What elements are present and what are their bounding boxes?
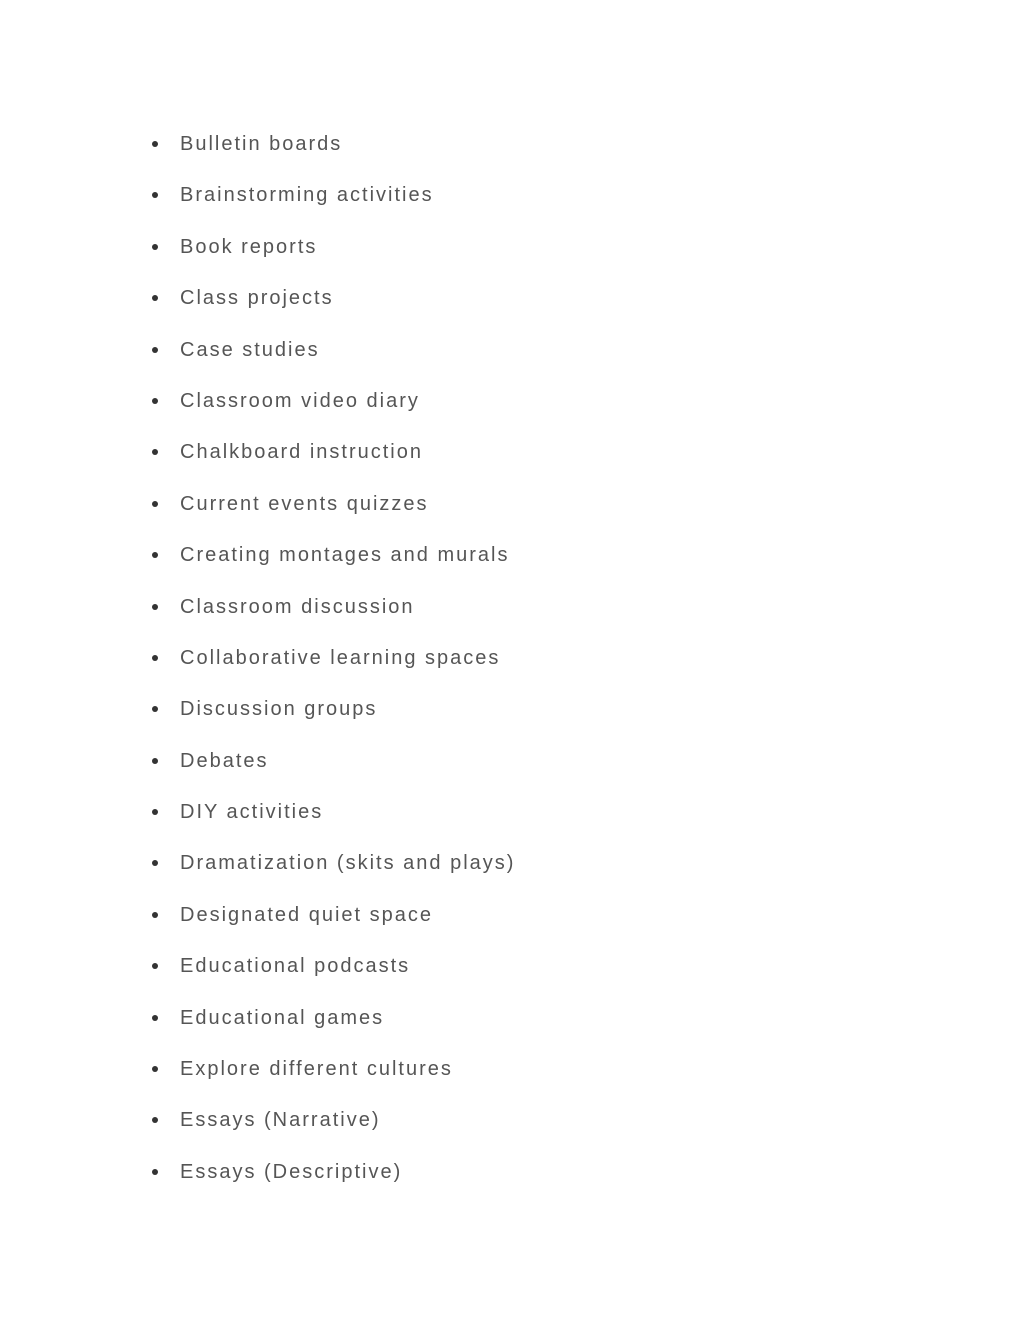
list-item-text: Explore different cultures: [180, 1058, 453, 1081]
list-item-text: Case studies: [180, 338, 320, 361]
list-item: [148, 799, 515, 850]
list-item: [148, 1005, 515, 1056]
bullet-icon: [152, 963, 158, 969]
list-item-text: Discussion groups: [180, 698, 378, 721]
bullet-icon: [152, 912, 158, 918]
list-item-text: Designated quiet space: [180, 903, 434, 926]
bullet-icon: [152, 449, 158, 455]
list-item: [148, 953, 515, 1004]
list-item-text: DIY activities: [180, 801, 324, 824]
list-item: [148, 594, 515, 645]
list-item-text: Educational podcasts: [180, 955, 411, 978]
bullet-icon: [152, 758, 158, 764]
list-item: [148, 748, 515, 799]
list-item: [148, 388, 515, 439]
list-item: [148, 439, 515, 490]
list-item: [148, 491, 515, 542]
list-item: [148, 337, 515, 388]
bullet-icon: [152, 860, 158, 866]
list-item-text: Debates: [180, 749, 269, 772]
list-item-text: Chalkboard instruction: [180, 441, 423, 464]
bullet-icon: [152, 244, 158, 250]
bullet-icon: [152, 398, 158, 404]
list-item: [148, 542, 515, 593]
list-item-text: Brainstorming activities: [180, 184, 434, 207]
bullet-icon: [152, 655, 158, 661]
list-item: [148, 182, 515, 233]
list-item-text: Classroom discussion: [180, 595, 415, 618]
list-item-text: Class projects: [180, 287, 334, 310]
bullet-icon: [152, 1169, 158, 1175]
bullet-icon: [152, 501, 158, 507]
bullet-icon: [152, 192, 158, 198]
bullet-list: [148, 131, 515, 1210]
bullet-icon: [152, 141, 158, 147]
bullet-icon: [152, 1066, 158, 1072]
list-item-text: Current events quizzes: [180, 492, 429, 515]
list-item-text: Classroom video diary: [180, 389, 420, 412]
list-item-text: Essays (Descriptive): [180, 1160, 403, 1183]
list-item-text: Collaborative learning spaces: [180, 646, 501, 669]
bullet-icon: [152, 1015, 158, 1021]
list-item: [148, 696, 515, 747]
list-item: [148, 1159, 515, 1210]
bullet-icon: [152, 809, 158, 815]
bullet-icon: [152, 347, 158, 353]
bullet-icon: [152, 604, 158, 610]
bullet-icon: [152, 706, 158, 712]
list-item-text: Bulletin boards: [180, 133, 343, 155]
list-item: [148, 1107, 515, 1158]
list-item: [148, 902, 515, 953]
bullet-icon: [152, 552, 158, 558]
list-item-text: Book reports: [180, 235, 318, 258]
list-item-text: Creating montages and murals: [180, 544, 510, 567]
list-item-text: Essays (Narrative): [180, 1109, 381, 1132]
list-item: [148, 234, 515, 285]
list-item-text: Educational games: [180, 1006, 385, 1029]
list-item: [148, 645, 515, 696]
list-item: [148, 1056, 515, 1107]
bullet-icon: [152, 1117, 158, 1123]
list-item: [148, 285, 515, 336]
list-item: [148, 131, 515, 182]
bullet-icon: [152, 295, 158, 301]
list-item-text: Dramatization (skits and plays): [180, 852, 516, 875]
list-item: [148, 850, 515, 901]
